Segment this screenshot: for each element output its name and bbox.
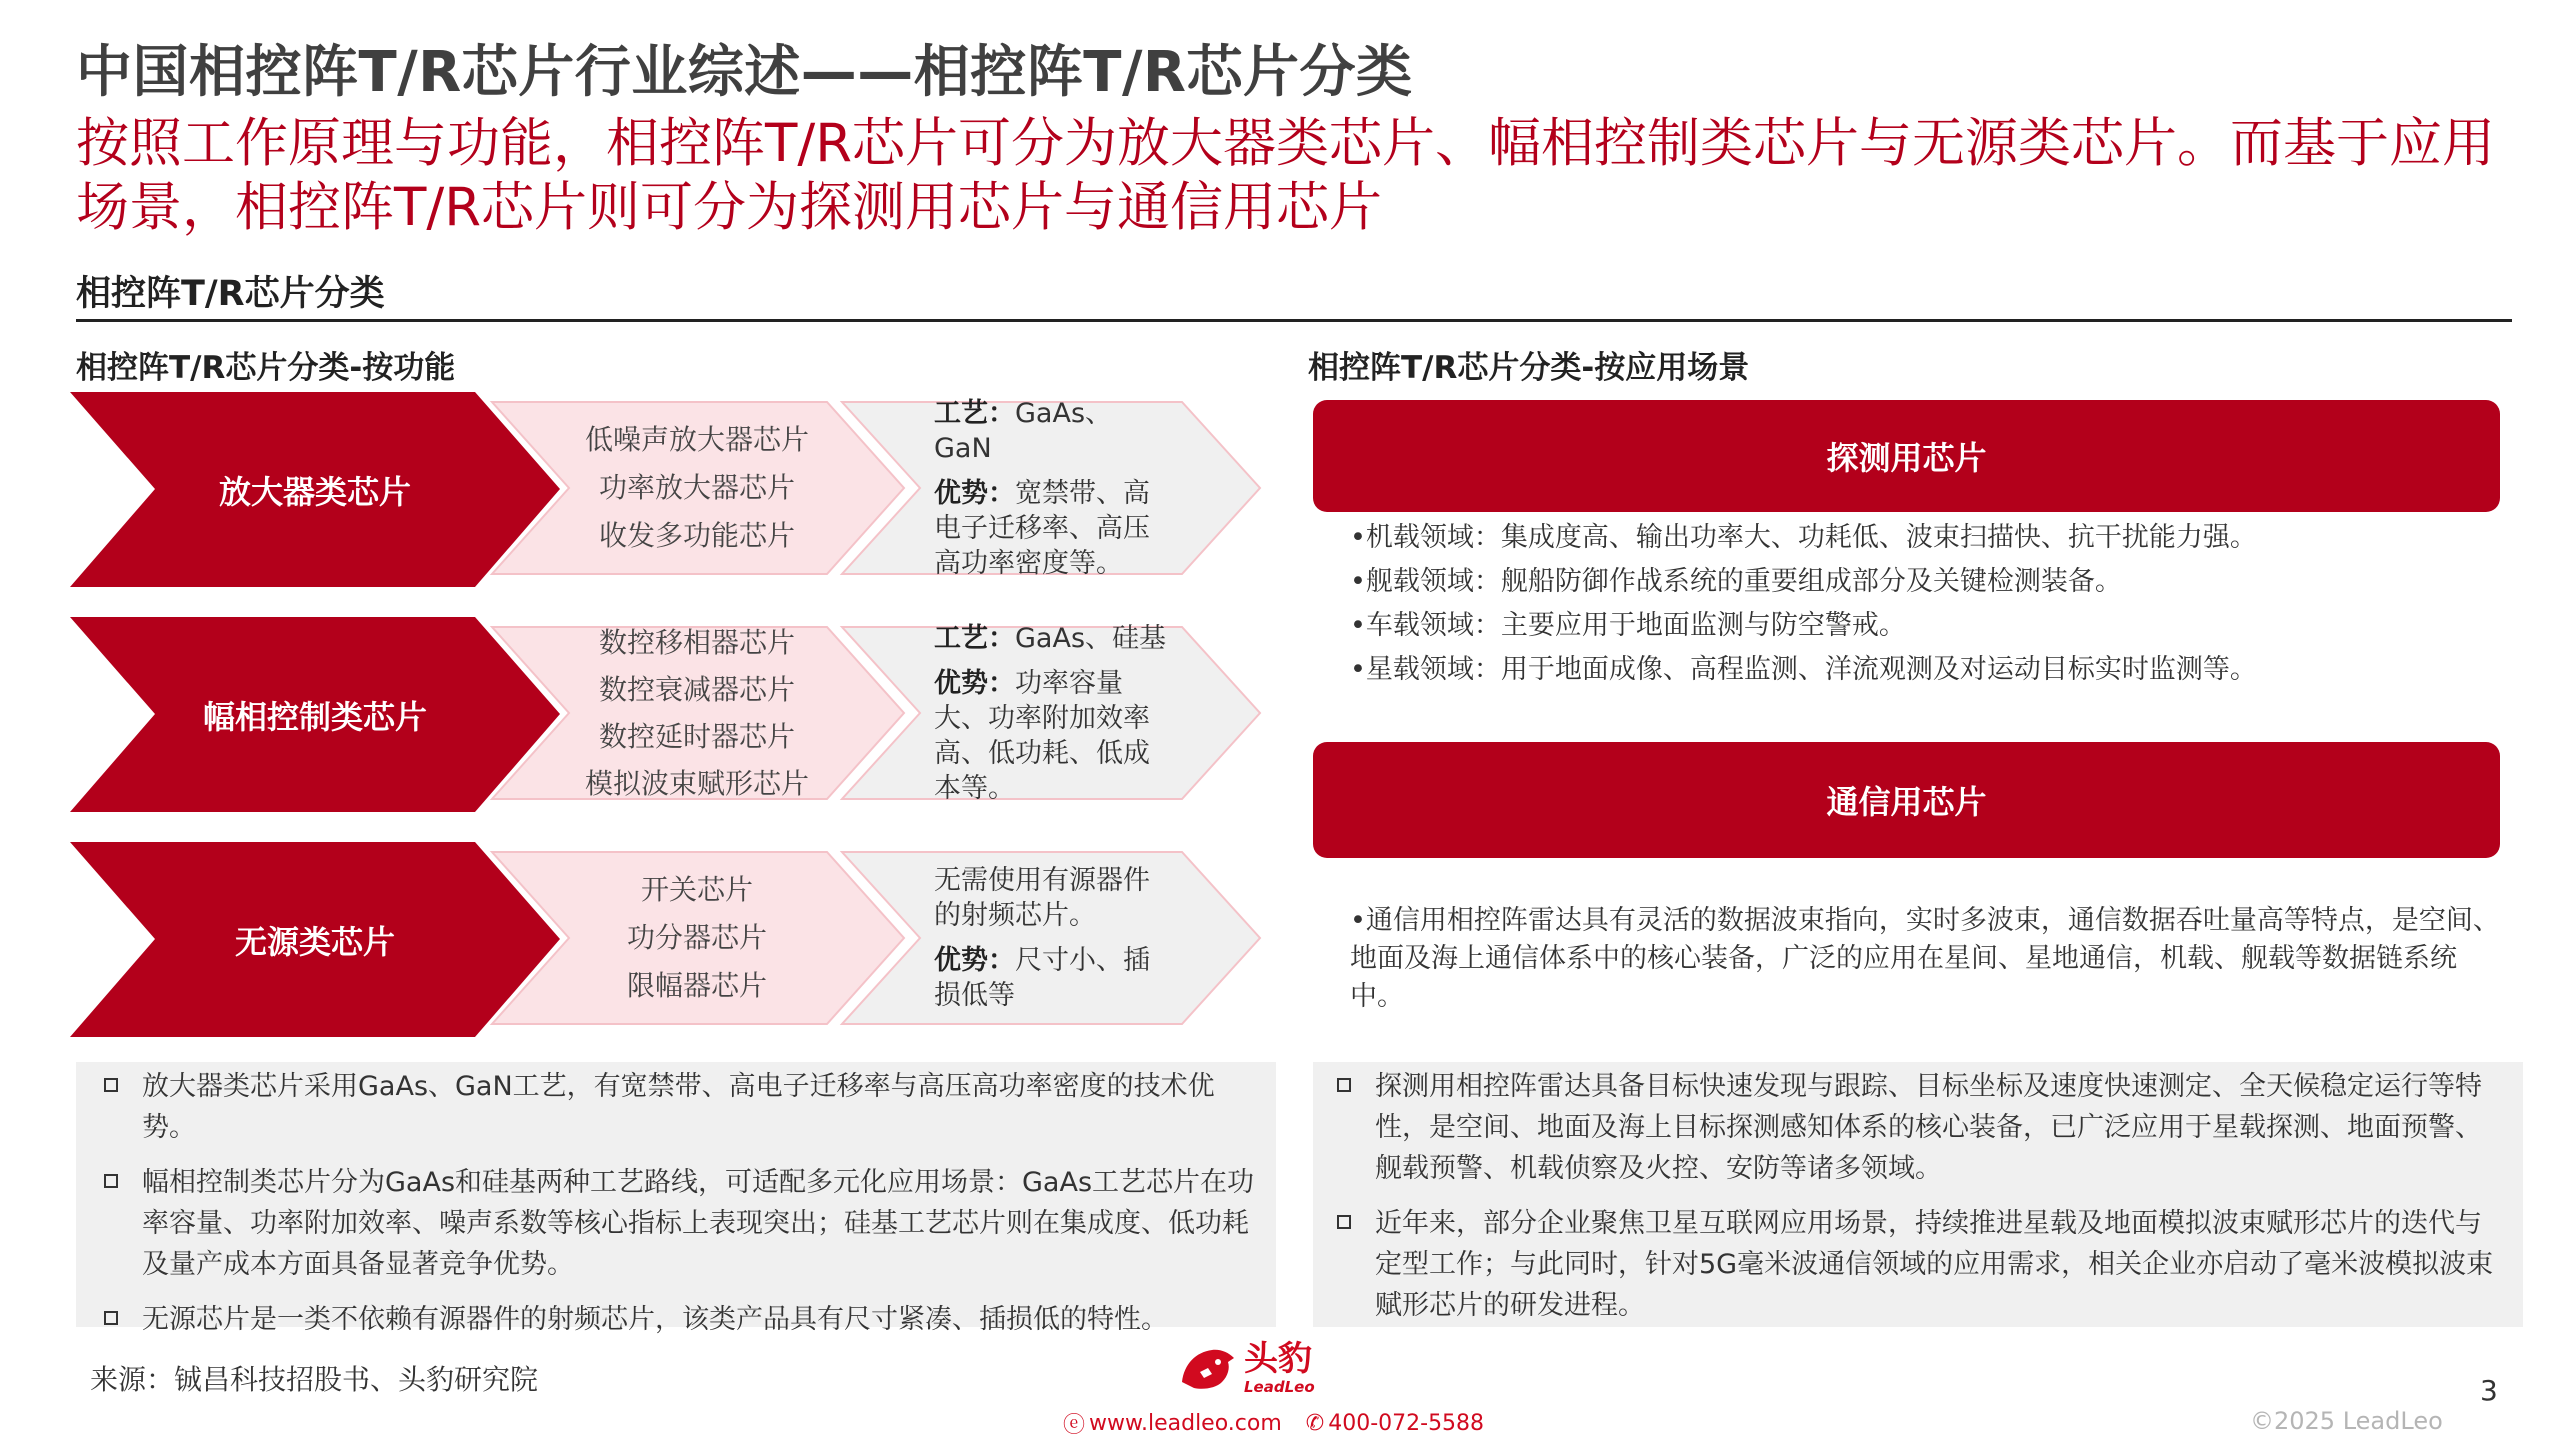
note-item: 无源芯片是一类不依赖有源器件的射频芯片，该类产品具有尺寸紧凑、插损低的特性。 — [90, 1299, 1258, 1340]
amplifier-category-label: 放大器类芯片 — [218, 472, 411, 511]
advantage-label: 优势： — [934, 945, 1015, 976]
passive-subtypes-list — [562, 852, 832, 1024]
page-subtitle: 按照工作原理与功能，相控阵T/R芯片可分为放大器类芯片、幅相控制类芯片与无源类芯片。而基于应用场景，相控阵T/R芯片则可分为探测用芯片与通信用芯片 — [76, 113, 2496, 238]
note-item: 探测用相控阵雷达具备目标快速发现与跟踪、目标坐标及速度快速测定、全天候稳定运行等特性，是空间、地面及海上目标探测感知体系的核心装备，已广泛应用于星载探测、地面预警、舰载预警、机载侦察及火控、安防等诸多领域。 — [1323, 1066, 2505, 1189]
detection-bullet: •星载领域：用于地面成像、高程监测、洋流观测及对运动目标实时监测等。 — [1350, 654, 2257, 685]
page-number: 3 — [2480, 1374, 2498, 1407]
checkbox-bullet-icon — [104, 1311, 118, 1325]
logo-english-name: LeadLeo — [1244, 1378, 1315, 1396]
advantage-value: 尺寸小、插损低等 — [934, 945, 1150, 1011]
detection-bullet-list — [1350, 516, 2257, 692]
detection-bullet: •车载领域：主要应用于地面监测与防空警戒。 — [1350, 610, 1906, 641]
subtype-item: 模拟波束赋形芯片 — [584, 767, 809, 800]
tech-label: 工艺： — [934, 622, 1015, 654]
phone-icon: ✆ — [1305, 1411, 1325, 1436]
section-title: 相控阵T/R芯片分类 — [76, 274, 385, 314]
scenario-notes-box — [1313, 1062, 2523, 1327]
advantage-label: 优势： — [934, 667, 1015, 699]
source-citation: 来源：铖昌科技招股书、头豹研究院 — [90, 1363, 539, 1396]
subtype-item: 功分器芯片 — [626, 921, 767, 954]
amp-phase-category-label: 幅相控制类芯片 — [202, 697, 427, 736]
tech-value: GaAs、GaN — [934, 397, 1113, 464]
passive-category-label: 无源类芯片 — [234, 922, 395, 961]
checkbox-bullet-icon — [1337, 1215, 1351, 1229]
detection-bullet: •机载领域：集成度高、输出功率大、功耗低、波束扫描快、抗干扰能力强。 — [1350, 522, 2257, 553]
tech-value: GaAs、硅基 — [1015, 622, 1167, 654]
detection-bullet: •舰载领域：舰船防御作战系统的重要组成部分及关键检测装备。 — [1350, 566, 2122, 597]
subtype-item: 收发多功能芯片 — [598, 519, 795, 552]
subtype-item: 低噪声放大器芯片 — [584, 423, 809, 456]
subtype-item: 数控衰减器芯片 — [598, 673, 795, 706]
communication-description: •通信用相控阵雷达具有灵活的数据波束指向，实时多波束，通信数据吞吐量高等特点，是空间、地面及海上通信体系中的核心装备，广泛的应用在星间、星地通信，机载、舰载等数据链系统中。 — [1350, 905, 2500, 1012]
subtype-item: 数控移相器芯片 — [598, 626, 795, 659]
note-item: 幅相控制类芯片分为GaAs和硅基两种工艺路线，可适配多元化应用场景：GaAs工艺芯片在功率容量、功率附加效率、噪声系数等核心指标上表现突出；硅基工艺芯片则在集成度、低功耗及量产成本方面具备显著竞争优势。 — [90, 1162, 1258, 1285]
function-column-title: 相控阵T/R芯片分类-按功能 — [76, 350, 456, 386]
scenario-column-title: 相控阵T/R芯片分类-按应用场景 — [1308, 350, 1750, 386]
subtype-item: 数控延时器芯片 — [598, 720, 795, 753]
amp-phase-features-text — [934, 622, 1167, 804]
checkbox-bullet-icon — [1337, 1078, 1351, 1092]
passive-features-text — [934, 852, 1166, 1024]
leadleo-logo — [1178, 1339, 1315, 1396]
page-title: 中国相控阵T/R芯片行业综述——相控阵T/R芯片分类 — [76, 40, 1413, 105]
amp-phase-subtypes-list — [547, 627, 847, 799]
advantage-label: 优势： — [934, 477, 1015, 509]
website-link[interactable]: www.leadleo.com — [1089, 1411, 1282, 1436]
detection-chip-banner: 探测用芯片 — [1313, 400, 2500, 512]
amplifier-subtypes-list — [562, 402, 832, 574]
passive-description: 无需使用有源器件的射频芯片。 — [934, 865, 1150, 931]
advantage-value: 功率容量大、功率附加效率高、低功耗、低成本等。 — [934, 667, 1150, 804]
section-divider — [76, 319, 2512, 322]
amplifier-features-text — [934, 397, 1166, 579]
subtype-item: 限幅器芯片 — [626, 969, 767, 1002]
advantage-value: 宽禁带、高电子迁移率、高压高功率密度等。 — [934, 477, 1150, 579]
subtype-item: 开关芯片 — [640, 873, 753, 906]
logo-name: 头豹 — [1244, 1339, 1312, 1379]
note-item: 放大器类芯片采用GaAs、GaN工艺，有宽禁带、高电子迁移率与高压高功率密度的技术优势。 — [90, 1066, 1258, 1148]
globe-icon: ⓔ — [1063, 1413, 1086, 1438]
note-item: 近年来，部分企业聚焦卫星互联网应用场景，持续推进星载及地面模拟波束赋形芯片的迭代与定型工作；与此同时，针对5G毫米波通信领域的应用需求，相关企业亦启动了毫米波模拟波束赋形芯片的研发进程。 — [1323, 1203, 2505, 1326]
footer-contact — [1063, 1408, 1484, 1439]
communication-chip-banner: 通信用芯片 — [1313, 742, 2500, 858]
checkbox-bullet-icon — [104, 1174, 118, 1188]
leopard-logo-icon — [1178, 1342, 1238, 1394]
function-notes-box — [76, 1062, 1276, 1335]
checkbox-bullet-icon — [104, 1078, 118, 1092]
tech-label: 工艺： — [934, 397, 1015, 429]
copyright-text: ©2025 LeadLeo — [2250, 1407, 2443, 1435]
subtype-item: 功率放大器芯片 — [598, 471, 795, 504]
phone-number: 400-072-5588 — [1328, 1411, 1485, 1436]
